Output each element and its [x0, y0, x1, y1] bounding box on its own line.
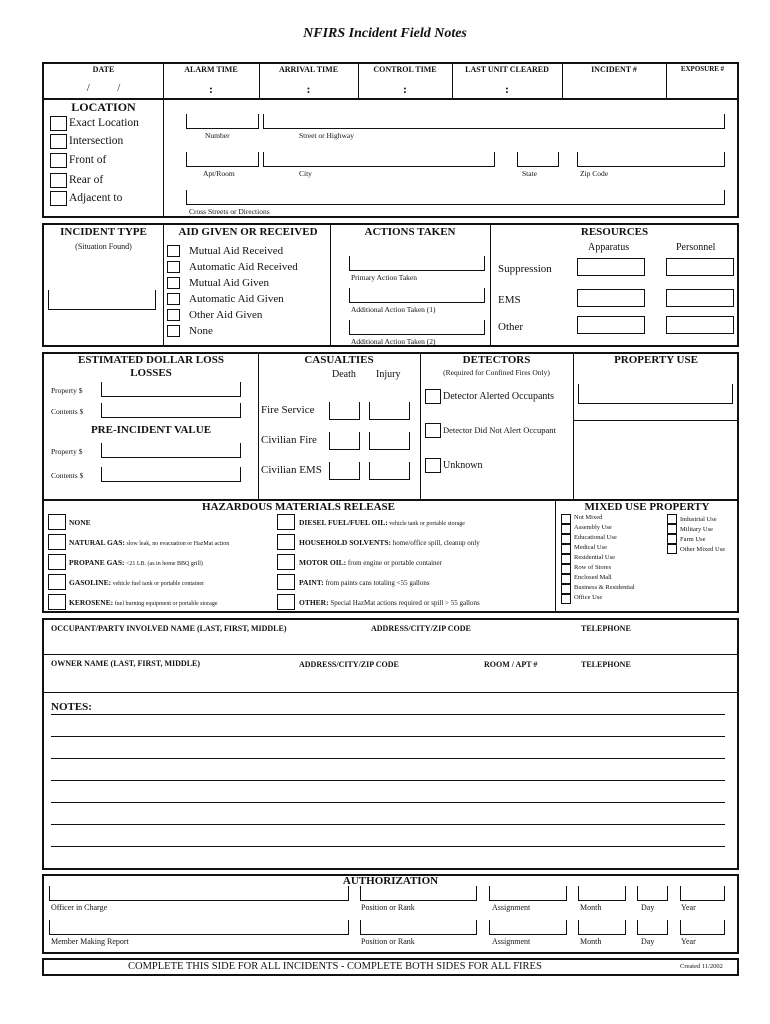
auth-day-label: Day — [641, 937, 655, 946]
loss-title: ESTIMATED DOLLAR LOSS — [78, 354, 224, 366]
hazmat-option-desc: from engine or portable container — [346, 559, 442, 567]
hazmat-option-name: MOTOR OIL: — [299, 558, 347, 567]
city-label: City — [299, 169, 312, 178]
aid-option-label: None — [189, 325, 213, 337]
property-use-title: PROPERTY USE — [614, 354, 698, 366]
mixed-use-label: Other Mixed Use — [680, 546, 726, 553]
notes-line[interactable] — [51, 714, 725, 715]
hazmat-option-desc: fuel burning equipment or portable storage — [113, 601, 218, 607]
notes-line[interactable] — [51, 780, 725, 781]
mixed-use-label: Industrial Use — [680, 516, 717, 523]
city-field[interactable] — [263, 152, 495, 167]
detector-checkbox-0[interactable] — [425, 389, 441, 404]
street-field[interactable] — [263, 114, 725, 129]
zip-field[interactable] — [577, 152, 725, 167]
additional-action-2-field[interactable] — [349, 320, 485, 335]
hazmat-section — [42, 499, 739, 613]
owner-room-label: ROOM / APT # — [484, 660, 538, 669]
personnel-field-1[interactable] — [666, 289, 734, 307]
apparatus-label: Apparatus — [588, 242, 630, 253]
mixed-use-checkbox[interactable] — [667, 524, 677, 534]
incident-type-title: INCIDENT TYPE — [60, 226, 147, 238]
mixed-use-label: Educational Use — [574, 534, 617, 541]
hazmat-option-desc: from paints cans totaling <55 gallons — [323, 579, 430, 587]
aid-checkbox-2[interactable] — [167, 277, 180, 289]
hazmat-option-name: NATURAL GAS: — [69, 538, 125, 547]
hazmat-option-name: PAINT: — [299, 578, 324, 587]
loss-property-field[interactable] — [101, 382, 241, 397]
last-unit-cleared-label: LAST UNIT CLEARED — [465, 65, 549, 74]
detector-checkbox-2[interactable] — [425, 458, 441, 473]
primary-action-field[interactable] — [349, 256, 485, 271]
authorization-title: AUTHORIZATION — [342, 875, 439, 887]
apparatus-field-2[interactable] — [577, 316, 645, 334]
location-checkbox-1[interactable] — [50, 134, 67, 149]
apt-label: Apt/Room — [203, 169, 235, 178]
occupant-address-label: ADDRESS/CITY/ZIP CODE — [371, 624, 471, 633]
resource-row-label: Suppression — [498, 263, 552, 275]
mixed-use-label: Row of Stores — [574, 564, 612, 571]
mixed-use-checkbox[interactable] — [667, 544, 677, 554]
auth-position-field-1[interactable] — [360, 920, 477, 935]
auth-position-field-0[interactable] — [360, 886, 477, 901]
cross-streets-label: Cross Streets or Directions — [189, 207, 270, 216]
date-field[interactable]: / / — [86, 82, 121, 94]
auth-position-label: Position or Rank — [361, 937, 415, 946]
footer-text: COMPLETE THIS SIDE FOR ALL INCIDENTS - COMPLETE BOTH SIDES FOR ALL FIRES — [128, 961, 542, 972]
auth-assignment-field-1[interactable] — [489, 920, 567, 935]
detectors-sub: (Required for Confined Fires Only) — [443, 368, 550, 377]
apparatus-field-0[interactable] — [577, 258, 645, 276]
hazmat-right-checkbox-0[interactable] — [277, 514, 295, 530]
injury-label: Injury — [376, 369, 401, 380]
mixed-use-checkbox[interactable] — [667, 514, 677, 524]
casualty-row-label: Fire Service — [261, 404, 315, 416]
hazmat-option-desc: vehicle fuel tank or portable container — [111, 581, 205, 587]
number-field[interactable] — [186, 114, 259, 129]
location-checkbox-3[interactable] — [50, 173, 67, 188]
pre-incident-title: PRE-INCIDENT VALUE — [90, 424, 212, 436]
occupant-name-label: OCCUPANT/PARTY INVOLVED NAME (LAST, FIRST, MIDDLE) — [51, 624, 287, 633]
last-unit-cleared-field[interactable]: : — [505, 82, 509, 96]
mixed-use-checkbox[interactable] — [561, 554, 571, 564]
hazmat-right-checkbox-3[interactable] — [277, 574, 295, 590]
primary-action-label: Primary Action Taken — [351, 273, 417, 282]
aid-checkbox-5[interactable] — [167, 325, 180, 337]
auth-month-field-1[interactable] — [578, 920, 626, 935]
auth-month-label: Month — [580, 937, 602, 946]
notes-line[interactable] — [51, 802, 725, 803]
hazmat-left-checkbox-1[interactable] — [48, 534, 66, 550]
street-label: Street or Highway — [299, 131, 354, 140]
hazmat-option-label — [299, 599, 480, 607]
arrival-time-field[interactable]: : — [306, 82, 311, 96]
notes-line[interactable] — [51, 846, 725, 847]
auth-day-label: Day — [641, 903, 655, 912]
mixed-use-label: Farm Use — [680, 536, 706, 543]
owner-telephone-label: TELEPHONE — [581, 660, 631, 669]
auth-assignment-label: Assignment — [492, 937, 531, 946]
aid-title: AID GIVEN OR RECEIVED — [178, 226, 318, 238]
hazmat-option-name: KEROSENE: — [69, 598, 114, 607]
mixed-use-checkbox[interactable] — [561, 534, 571, 544]
location-option-label: Rear of — [69, 174, 104, 186]
auth-assignment-label: Assignment — [492, 903, 531, 912]
mixed-use-checkbox[interactable] — [667, 534, 677, 544]
occupant-section — [42, 618, 739, 870]
death-label: Death — [332, 369, 356, 380]
hazmat-option-name: NONE — [69, 518, 91, 527]
mixed-use-label: Medical Use — [574, 544, 608, 551]
personnel-label: Personnel — [676, 242, 716, 253]
hazmat-right-checkbox-1[interactable] — [277, 534, 295, 550]
hazmat-right-checkbox-2[interactable] — [277, 554, 295, 570]
mixed-use-label: Enclosed Mall — [574, 574, 612, 581]
cross-streets-field[interactable] — [186, 190, 725, 205]
control-time-field[interactable]: : — [403, 82, 407, 96]
mixed-use-checkbox[interactable] — [561, 594, 571, 604]
hazmat-option-desc: vehicle tank or portable storage — [387, 521, 465, 527]
hazmat-option-desc: slow leak, no evacuation or HazMat action — [124, 541, 230, 547]
death-field-0[interactable] — [329, 402, 360, 420]
page-title: NFIRS Incident Field Notes — [303, 26, 467, 41]
hazmat-option-label — [69, 539, 229, 547]
hazmat-option-label — [69, 559, 203, 567]
death-field-1[interactable] — [329, 432, 360, 450]
hazmat-option-desc: <21 LB. (as in home BBQ grill) — [124, 561, 203, 567]
injury-field-1[interactable] — [369, 432, 410, 450]
owner-name-label: OWNER NAME (LAST, FIRST, MIDDLE) — [51, 659, 201, 668]
location-checkbox-4[interactable] — [50, 191, 67, 206]
occupant-telephone-label: TELEPHONE — [581, 624, 631, 633]
auth-member-field[interactable] — [49, 920, 349, 935]
location-checkbox-2[interactable] — [50, 153, 67, 168]
auth-month-label: Month — [580, 903, 602, 912]
auth-day-field-0[interactable] — [637, 886, 668, 901]
mixed-use-label: Business & Residential — [574, 584, 635, 591]
hazmat-option-label — [299, 519, 465, 527]
hazmat-option-name: OTHER: — [299, 598, 329, 607]
mixed-use-label: Military Use — [680, 526, 714, 533]
resources-title: RESOURCES — [580, 226, 649, 238]
notes-line[interactable] — [51, 736, 725, 737]
death-field-2[interactable] — [329, 462, 360, 480]
notes-line[interactable] — [51, 824, 725, 825]
notes-label: NOTES: — [51, 701, 92, 713]
location-option-label: Exact Location — [69, 117, 139, 129]
aid-checkbox-1[interactable] — [167, 261, 180, 273]
apt-field[interactable] — [186, 152, 259, 167]
detector-checkbox-1[interactable] — [425, 423, 441, 438]
pre-property-field[interactable] — [101, 443, 241, 458]
aid-checkbox-4[interactable] — [167, 309, 180, 321]
hazmat-option-name: PROPANE GAS: — [69, 558, 125, 567]
date-label: DATE — [92, 65, 115, 74]
auth-month-field-0[interactable] — [578, 886, 626, 901]
personnel-field-0[interactable] — [666, 258, 734, 276]
personnel-field-2[interactable] — [666, 316, 734, 334]
location-option-label: Front of — [69, 154, 107, 166]
additional-action-2-label: Additional Action Taken (2) — [351, 337, 436, 346]
hazmat-option-label — [69, 599, 218, 607]
incident-number-label: INCIDENT # — [591, 65, 637, 74]
additional-action-1-label: Additional Action Taken (1) — [351, 305, 436, 314]
location-title: LOCATION — [71, 100, 136, 114]
zip-label: Zip Code — [580, 169, 609, 178]
additional-action-1-field[interactable] — [349, 288, 485, 303]
pre-property-label: Property $ — [51, 447, 83, 456]
alarm-time-field[interactable]: : — [209, 82, 213, 96]
mixed-use-label: Office Use — [574, 594, 603, 601]
location-option-label: Adjacent to — [69, 192, 123, 204]
hazmat-option-label — [299, 539, 480, 547]
notes-line[interactable] — [51, 758, 725, 759]
mixed-use-label: Residential Use — [574, 554, 615, 561]
state-label: State — [522, 169, 537, 178]
control-time-label: CONTROL TIME — [373, 65, 437, 74]
auth-year-label: Year — [681, 903, 696, 912]
property-use-field[interactable] — [578, 384, 733, 404]
mixed-use-label: Not Mixed — [574, 514, 603, 521]
mixed-use-checkbox[interactable] — [561, 514, 571, 524]
detector-option-label: Detector Alerted Occupants — [443, 391, 555, 402]
number-label: Number — [205, 131, 230, 140]
hazmat-option-name: GASOLINE: — [69, 578, 112, 587]
state-field[interactable] — [517, 152, 559, 167]
hazmat-title: HAZARDOUS MATERIALS RELEASE — [202, 501, 395, 513]
resource-row-label: Other — [498, 321, 524, 333]
actions-title: ACTIONS TAKEN — [364, 226, 456, 238]
hazmat-right-checkbox-4[interactable] — [277, 594, 295, 610]
hazmat-option-desc: Special HazMat actions required or spill > 55 gallons — [328, 599, 480, 607]
hazmat-option-desc: home/office spill, cleanup only — [391, 539, 480, 547]
hazmat-left-checkbox-2[interactable] — [48, 554, 66, 570]
mixed-use-label: Assembly Use — [574, 524, 612, 531]
injury-field-2[interactable] — [369, 462, 410, 480]
casualty-row-label: Civilian EMS — [261, 464, 322, 476]
auth-member-label: Member Making Report — [51, 937, 129, 946]
aid-option-label: Mutual Aid Given — [189, 277, 270, 289]
auth-day-field-1[interactable] — [637, 920, 668, 935]
pre-contents-field[interactable] — [101, 467, 241, 482]
hazmat-option-label — [299, 579, 430, 587]
location-checkbox-0[interactable] — [50, 116, 67, 131]
aid-checkbox-3[interactable] — [167, 293, 180, 305]
aid-option-label: Automatic Aid Given — [189, 293, 284, 305]
arrival-time-label: ARRIVAL TIME — [278, 65, 339, 74]
casualty-row-label: Civilian Fire — [261, 434, 317, 446]
loss-contents-field[interactable] — [101, 403, 241, 418]
hazmat-option-name: DIESEL FUEL/FUEL OIL: — [299, 518, 388, 527]
casualties-title: CASUALTIES — [304, 354, 374, 366]
detector-option-label: Unknown — [443, 460, 483, 471]
mixed-use-checkbox[interactable] — [561, 544, 571, 554]
auth-year-label: Year — [681, 937, 696, 946]
auth-position-label: Position or Rank — [361, 903, 415, 912]
auth-year-field-0[interactable] — [680, 886, 725, 901]
mixed-use-title: MIXED USE PROPERTY — [584, 501, 710, 513]
hazmat-option-label — [299, 559, 442, 567]
incident-type-field[interactable] — [48, 290, 156, 310]
auth-assignment-field-0[interactable] — [489, 886, 567, 901]
incident-type-sub: (Situation Found) — [75, 242, 132, 251]
loss-property-label: Property $ — [51, 386, 83, 395]
mixed-use-checkbox[interactable] — [561, 564, 571, 574]
mixed-use-checkbox[interactable] — [561, 584, 571, 594]
aid-option-label: Other Aid Given — [189, 309, 263, 321]
detectors-title: DETECTORS — [462, 354, 531, 366]
mixed-use-checkbox[interactable] — [561, 524, 571, 534]
hazmat-option-label — [69, 519, 91, 527]
owner-address-label: ADDRESS/CITY/ZIP CODE — [299, 660, 399, 669]
loss-subtitle: LOSSES — [130, 367, 172, 379]
hazmat-left-checkbox-0[interactable] — [48, 514, 66, 530]
auth-year-field-1[interactable] — [680, 920, 725, 935]
auth-officer-field[interactable] — [49, 886, 349, 901]
auth-officer-label: Officer in Charge — [51, 903, 108, 912]
mixed-use-checkbox[interactable] — [561, 574, 571, 584]
exposure-number-label: EXPOSURE # — [680, 65, 725, 73]
detector-option-label: Detector Did Not Alert Occupant — [443, 425, 556, 435]
loss-contents-label: Contents $ — [51, 407, 84, 416]
hazmat-left-checkbox-3[interactable] — [48, 574, 66, 590]
hazmat-option-name: HOUSEHOLD SOLVENTS: — [299, 538, 392, 547]
apparatus-field-1[interactable] — [577, 289, 645, 307]
location-option-label: Intersection — [69, 135, 124, 147]
footer-created: Created 11/2002 — [680, 963, 723, 970]
hazmat-option-label — [69, 579, 204, 587]
aid-option-label: Automatic Aid Received — [189, 261, 298, 273]
hazmat-left-checkbox-4[interactable] — [48, 594, 66, 610]
injury-field-0[interactable] — [369, 402, 410, 420]
resource-row-label: EMS — [498, 294, 521, 306]
aid-option-label: Mutual Aid Received — [189, 245, 284, 257]
aid-checkbox-0[interactable] — [167, 245, 180, 257]
alarm-time-label: ALARM TIME — [184, 65, 238, 74]
pre-contents-label: Contents $ — [51, 471, 84, 480]
